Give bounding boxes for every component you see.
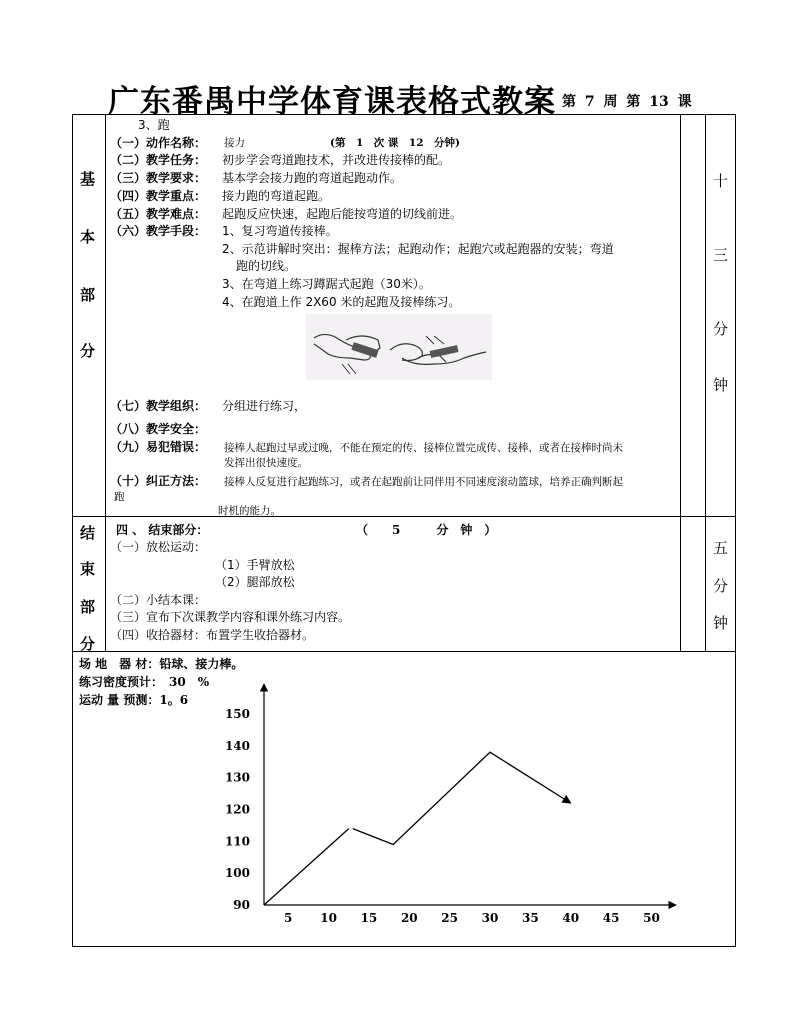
- y-tick-label: 110: [224, 834, 250, 849]
- venue-equipment: 场 地 器 材：铅球、接力棒。: [79, 657, 244, 671]
- y-tick-label: 90: [233, 898, 250, 912]
- common-errors-text: 接棒人起跑过早或过晚，不能在预定的传、接棒位置完成传、接棒，或者在接棒时尚未: [224, 442, 623, 454]
- baton-pass-drawing: [306, 314, 492, 380]
- relax-arms: （1）手臂放松: [215, 558, 295, 572]
- basic-side-char-1: 基: [80, 170, 96, 188]
- ending-time-char-1: 五: [713, 539, 729, 557]
- method-item-2: 2、示范讲解时突出：握棒方法；起跑动作；起跑穴或起跑器的安装；弯道: [222, 242, 614, 256]
- series-line-segment-2: [353, 752, 571, 844]
- requirement-value: 基本学会接力跑的弯道起跑动作。: [222, 171, 403, 185]
- basic-time-char-1: 十: [713, 172, 729, 190]
- common-errors-label: （九）易犯错误：: [110, 440, 207, 454]
- practice-density: 练习密度预计： 30 %: [79, 675, 210, 689]
- x-tick-label: 15: [360, 911, 378, 925]
- next-lesson-announce: （三）宣布下次课教学内容和课外练习内容。: [110, 610, 351, 624]
- equipment-cleanup: （四）收拾器材：布置学生收拾器材。: [110, 628, 315, 642]
- method-item-2-cont: 跑的切线。: [236, 259, 297, 273]
- requirement-label: （三）教学要求：: [110, 171, 207, 185]
- y-tick-label: 140: [224, 738, 250, 753]
- correction-text-cont: 跑: [114, 491, 125, 503]
- lesson-summary: （二）小结本课：: [110, 593, 207, 607]
- x-tick-label: 20: [400, 911, 418, 925]
- basic-time-char-2: 三: [713, 246, 729, 264]
- basic-time-char-4: 钟: [713, 376, 729, 394]
- ending-side-char-4: 分: [80, 635, 96, 653]
- heart-rate-chart: [200, 678, 690, 928]
- page-title: 广东番禺中学体育课表格式教案: [108, 84, 556, 120]
- basic-side-char-2: 本: [80, 228, 96, 246]
- x-tick-label: 25: [441, 911, 459, 925]
- y-tick-label: 150: [224, 707, 250, 721]
- basic-side-char-3: 部: [80, 286, 96, 304]
- baton-pass-illustration: [306, 314, 492, 380]
- method-item-4: 4、在跑道上作 2X60 米的起跑及接棒练习。: [222, 295, 461, 309]
- correction-text-end: 时机的能力。: [218, 505, 281, 517]
- exercise-load: 运动 量 预测：1。6: [79, 693, 189, 707]
- x-tick-label: 10: [320, 911, 337, 925]
- basic-side-char-4: 分: [80, 342, 96, 360]
- key-point-value: 接力跑的弯道起跑。: [222, 189, 331, 203]
- correction-text: 接棒人反复进行起跑练习，或者在起跑前让同伴用不同速度滚动篮球，培养正确判断起: [224, 476, 623, 488]
- y-tick-label: 130: [224, 770, 250, 785]
- x-tick-label: 5: [284, 911, 293, 925]
- action-name-value: 接力: [224, 137, 245, 149]
- difficulty-label: （五）教学难点：: [110, 207, 207, 221]
- action-name-label: （一）动作名称：: [110, 136, 207, 150]
- ending-side-char-1: 结: [80, 524, 96, 542]
- week-class-label: 第 7 周 第 13 课: [562, 94, 692, 110]
- run-heading: 3、跑: [138, 118, 170, 132]
- relax-legs: （2）腿部放松: [215, 575, 295, 589]
- method-item-3: 3、在弯道上练习蹲踞式起跑（30米）。: [222, 277, 431, 291]
- ending-heading: 四 、 结束部分：: [116, 523, 209, 537]
- organization-label: （七）教学组织：: [110, 399, 207, 413]
- x-tick-label: 45: [602, 911, 620, 925]
- session-info: (第 1 次 课 12 分钟): [330, 137, 461, 149]
- safety-label: （八）教学安全：: [110, 422, 207, 436]
- y-tick-label: 100: [224, 866, 250, 881]
- basic-time-char-3: 分: [713, 320, 729, 338]
- key-point-label: （四）教学重点：: [110, 189, 207, 203]
- ending-side-char-3: 部: [80, 598, 96, 616]
- method-label: （六）教学手段：: [110, 224, 207, 238]
- col-divider-right-1: [680, 114, 681, 652]
- common-errors-text-cont: 发挥出很快速度。: [224, 457, 308, 469]
- ending-duration: （ 5 分 钟 ）: [356, 523, 497, 537]
- relax-exercise: （一）放松运动：: [110, 540, 207, 554]
- col-divider-left: [105, 114, 106, 652]
- row-divider-1: [72, 516, 735, 517]
- col-divider-right-2: [705, 114, 706, 652]
- x-tick-label: 40: [562, 911, 580, 925]
- y-tick-label: 120: [224, 802, 250, 817]
- correction-label: （十）纠正方法：: [110, 474, 207, 488]
- x-tick-label: 30: [481, 911, 499, 925]
- row-divider-2: [72, 651, 735, 652]
- organization-value: 分组进行练习，: [222, 399, 307, 413]
- ending-time-char-3: 钟: [713, 614, 729, 632]
- x-tick-label: 50: [643, 911, 660, 925]
- ending-side-char-2: 束: [80, 560, 96, 578]
- task-label: （二）教学任务：: [110, 153, 207, 167]
- x-tick-label: 35: [522, 911, 539, 925]
- difficulty-value: 起跑反应快速，起跑后能按弯道的切线前进。: [222, 207, 463, 221]
- ending-time-char-2: 分: [713, 577, 729, 595]
- method-item-1: 1、复习弯道传接棒。: [222, 224, 338, 238]
- series-line-segment-1: [264, 829, 349, 905]
- task-value: 初步学会弯道跑技术，并改进传接棒的配。: [222, 153, 451, 167]
